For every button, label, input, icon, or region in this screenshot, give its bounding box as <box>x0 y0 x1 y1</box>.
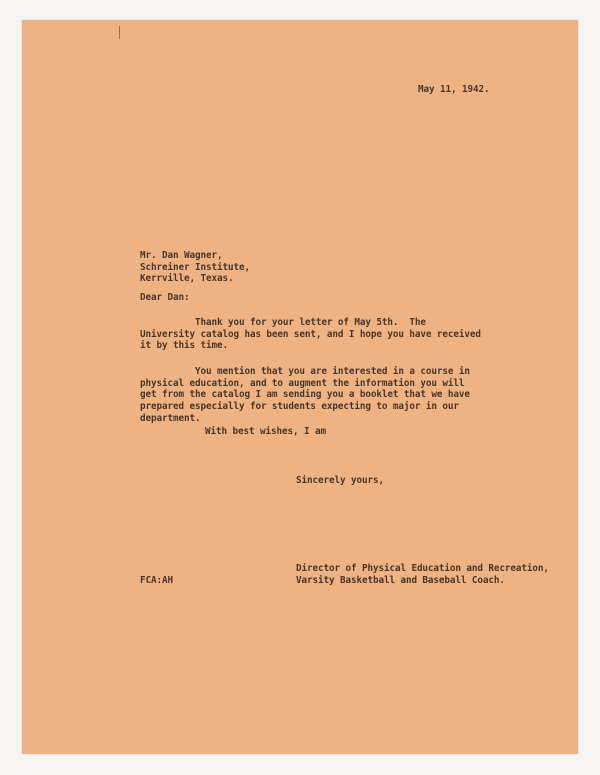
paragraph-2-line: You mention that you are interested in a course in <box>140 366 470 377</box>
letter-page <box>22 20 578 754</box>
sender-title <box>296 563 549 586</box>
letter-date: May 11, 1942. <box>418 84 490 95</box>
sender-title-line: Varsity Basketball and Baseball Coach. <box>296 574 505 586</box>
recipient-address <box>140 250 250 285</box>
paragraph-2-line: prepared especially for students expecting to major in our <box>140 401 459 413</box>
paper-mark <box>119 26 120 39</box>
recipient-name: Mr. Dan Wagner, <box>140 250 223 261</box>
paragraph-2-line: get from the catalog I am sending you a booklet that we have <box>140 389 470 401</box>
paragraph-1-line: University catalog has been sent, and I hope you have received <box>140 328 481 340</box>
paragraph-2-line: physical education, and to augment the information you will <box>140 377 465 389</box>
signoff: Sincerely yours, <box>296 475 384 486</box>
paragraph-2-line: department. <box>140 412 201 424</box>
reference-initials: FCA:AH <box>140 575 173 586</box>
paragraph-2 <box>140 366 470 425</box>
paragraph-1-line: it by this time. <box>140 340 228 352</box>
paragraph-1-line: Thank you for your letter of May 5th. The <box>140 317 426 328</box>
sender-title-line: Director of Physical Education and Recreation, <box>296 563 549 574</box>
recipient-city: Kerrville, Texas. <box>140 273 234 285</box>
closing-wish: With best wishes, I am <box>205 426 326 437</box>
paragraph-1 <box>140 317 481 352</box>
salutation: Dear Dan: <box>140 292 190 303</box>
recipient-institution: Schreiner Institute, <box>140 261 250 273</box>
